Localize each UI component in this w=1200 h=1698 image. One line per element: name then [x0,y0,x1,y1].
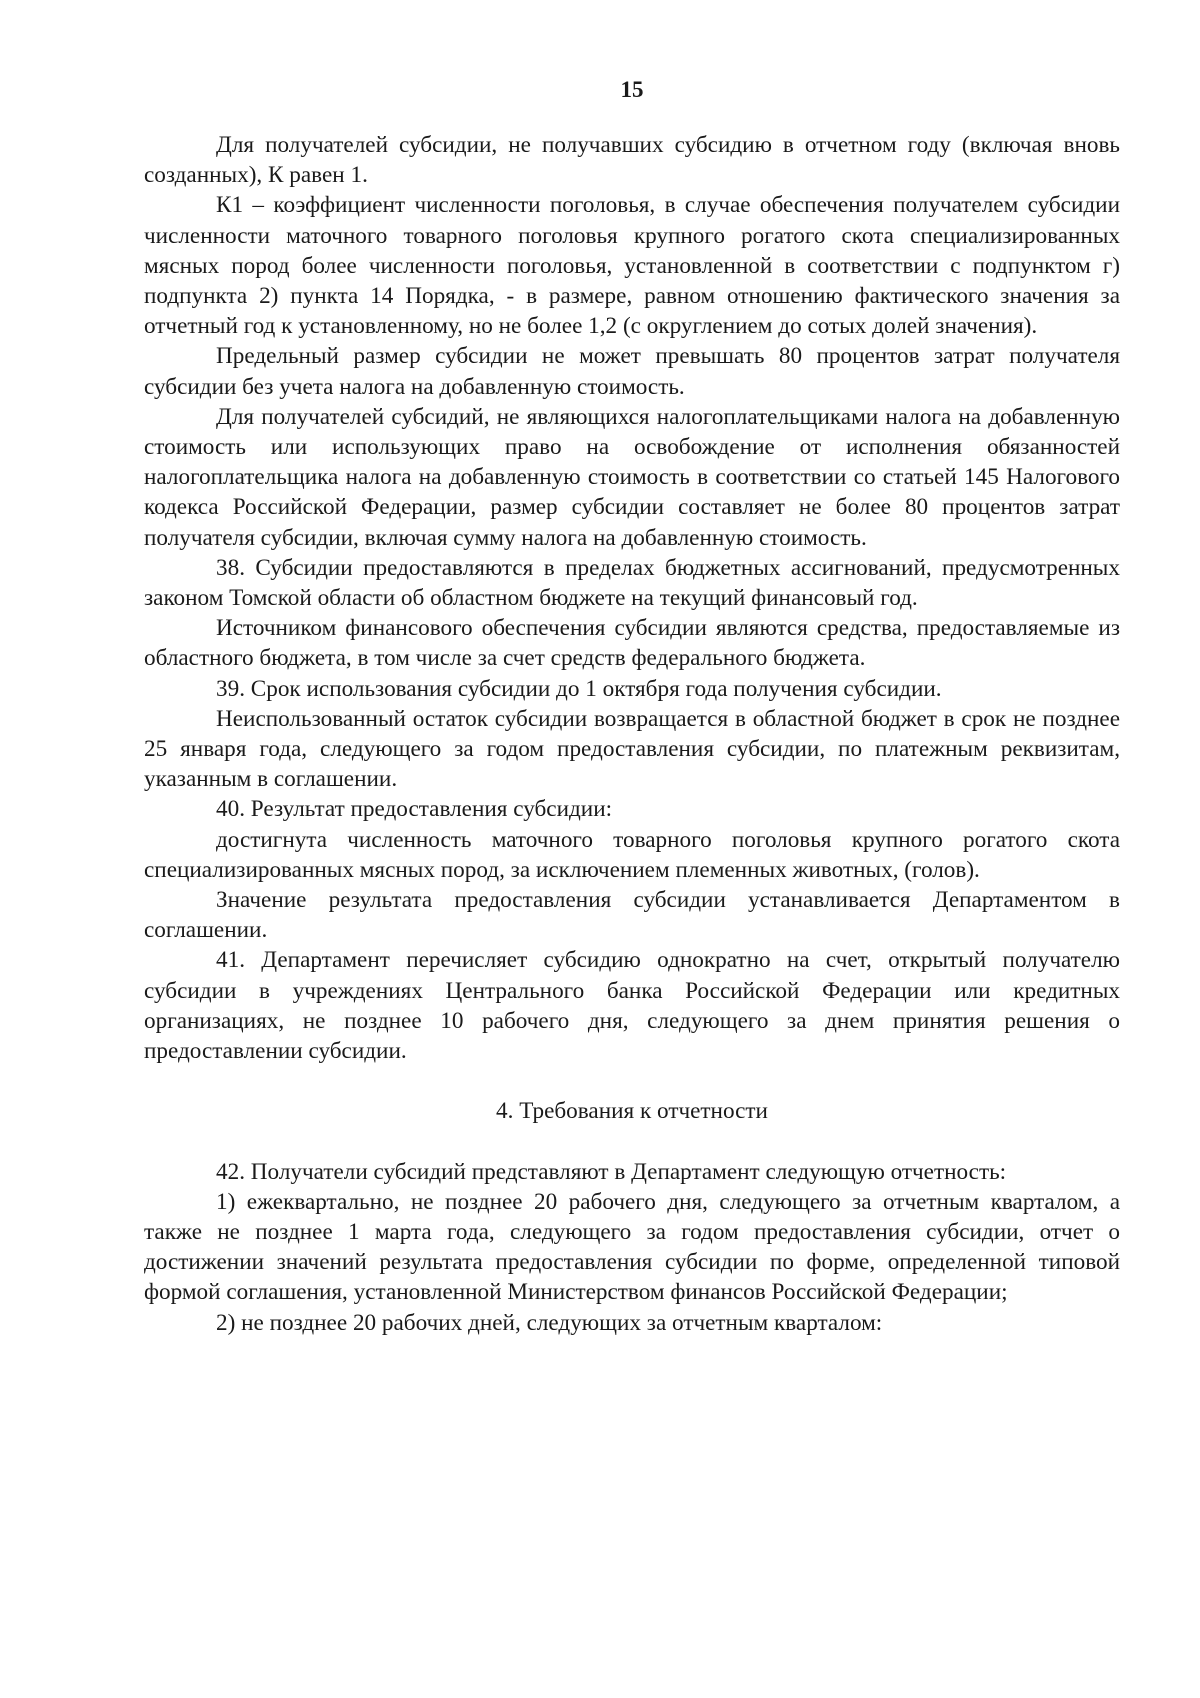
paragraph-item-41: 41. Департамент перечисляет субсидию однократно на счет, открытый получателю субсидии в учреждениях Центрального банка Российской Федерации или кредитных организациях, не позднее 10 рабочего дня, следующего за днем принятия решения о предоставлении субсидии. [144,947,1120,1065]
body-text-after-heading [144,1157,1120,1338]
section-heading: 4. Требования к отчетности [496,1098,768,1125]
paragraph: К1 – коэффициент численности поголовья, в случае обеспечения получателем субсидии численности маточного товарного поголовья крупного рогатого скота специализированных мясных пород более численности поголовья, установленной в соответствии с подпунктом г) подпункта 2) пункта 14 Порядка, - в размере, равном отношению фактического значения за отчетный год к установленному, но не более 1,2 (с округлением до сотых долей значения). [144,192,1120,340]
paragraph: Источником финансового обеспечения субсидии являются средства, предоставляемые из областного бюджета, в том числе за счет средств федерального бюджета. [144,615,1120,672]
paragraph-item-42: 42. Получатели субсидий представляют в Департамент следующую отчетность: [216,1158,1007,1185]
paragraph: 1) ежеквартально, не позднее 20 рабочего дня, следующего за отчетным кварталом, а также не позднее 1 марта года, следующего за годом предоставления субсидии, отчет о достижении значений результата предоставления субсидии по форме, определенной типовой формой соглашения, установленной Министерством финансов Российской Федерации; [144,1188,1120,1306]
paragraph-item-38: 38. Субсидии предоставляются в пределах бюджетных ассигнований, предусмотренных законом Томской области об областном бюджете на текущий финансовый год. [144,554,1120,612]
page-number: 15 [620,77,644,102]
paragraph: Неиспользованный остаток субсидии возвращается в областной бюджет в срок не позднее 25 января года, следующего за годом предоставления субсидии, по платежным реквизитам, указанным в соглашении. [144,705,1120,793]
paragraph: Для получателей субсидии, не получавших субсидию в отчетном году (включая вновь созданных), К равен 1. [144,132,1120,189]
body-text-before-heading [144,130,1120,1066]
paragraph: Значение результата предоставления субсидии устанавливается Департаментом в соглашении. [144,887,1120,944]
paragraph: достигнута численность маточного товарного поголовья крупного рогатого скота специализированных мясных пород, за исключением племенных животных, (голов). [144,826,1120,883]
paragraph: Для получателей субсидий, не являющихся налогоплательщиками налога на добавленную стоимость или использующих право на освобождение от исполнения обязанностей налогоплательщика налога на добавленную стоимость в соответствии со статьей 145 Налогового кодекса Российской Федерации, размер субсидии составляет не более 80 процентов затрат получателя субсидии, включая сумму налога на добавленную стоимость. [144,403,1120,551]
paragraph-item-39: 39. Срок использования субсидии до 1 октября года получения субсидии. [216,675,942,702]
paragraph: 2) не позднее 20 рабочих дней, следующих за отчетным кварталом: [216,1309,883,1336]
paragraph-item-40: 40. Результат предоставления субсидии: [216,796,613,823]
paragraph: Предельный размер субсидии не может превышать 80 процентов затрат получателя субсидии без учета налога на добавленную стоимость. [144,343,1120,400]
